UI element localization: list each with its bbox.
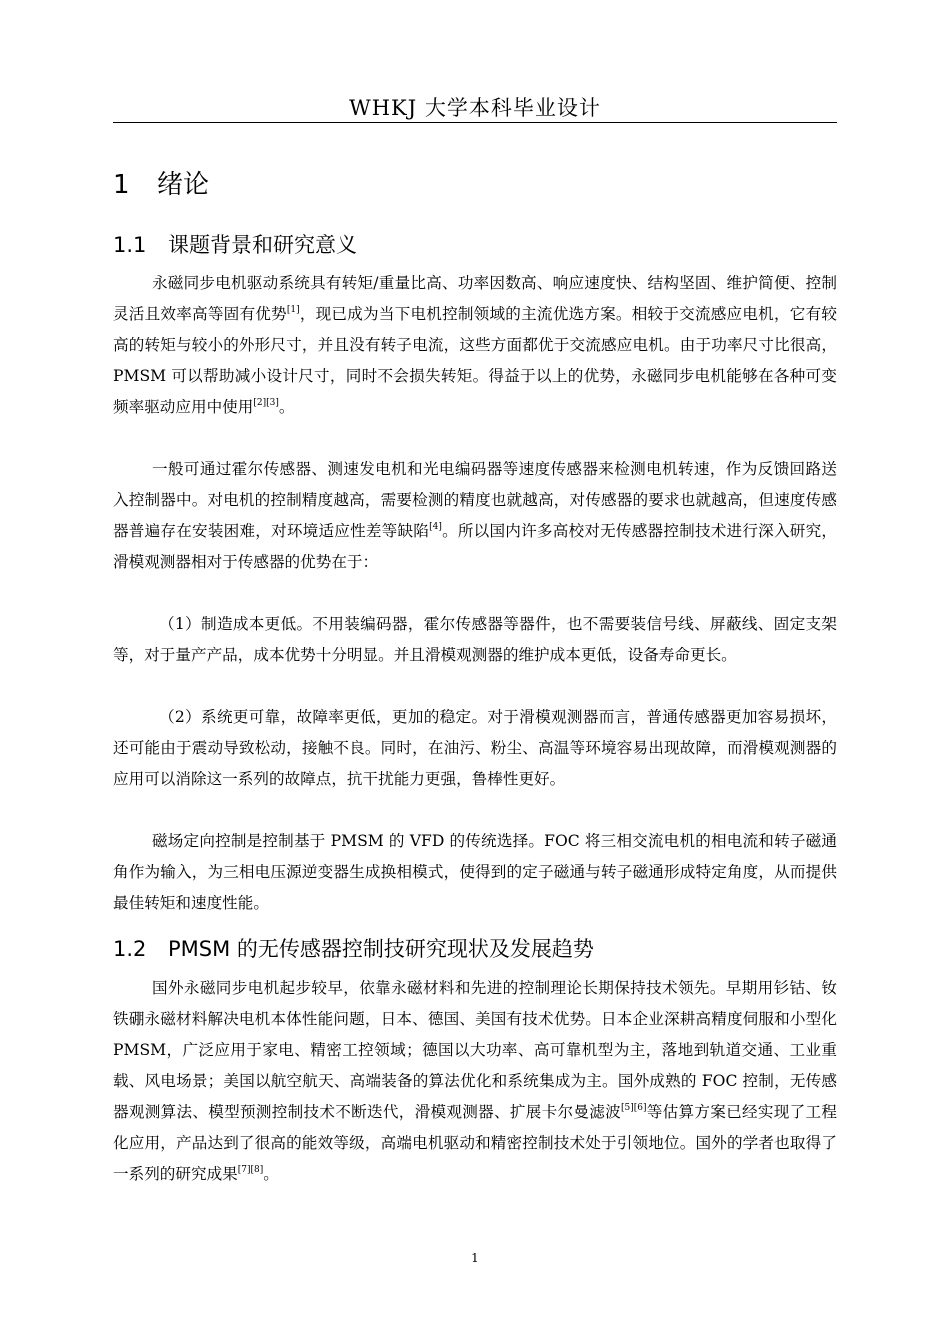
- section-title: 课题背景和研究意义: [168, 233, 357, 257]
- citation: [5][6]: [620, 1103, 647, 1113]
- section-title: PMSM 的无传感器控制技研究现状及发展趋势: [168, 937, 594, 961]
- citation: [1]: [286, 305, 300, 315]
- paragraph-text: ，现已成为当下电机控制领域的主流优选方案。相较于交流感应电机，它有较高的转矩与较小的外形尺寸，并且没有转子电流，这些方面都优于交流感应电机。由于功率尺寸比很高，PMSM 可以帮助减小设计尺寸，同时不会损失转矩。得益于以上的优势，永磁同步电机能够在各种可变频率驱动应用中使用: [113, 305, 837, 416]
- paragraph-list-item-2: （2）系统更可靠，故障率更低，更加的稳定。对于滑模观测器而言，普通传感器更加容易损坏，还可能由于震动导致松动，接触不良。同时，在油污、粉尘、高温等环境容易出现故障，而滑模观测器的应用可以消除这一系列的故障点，抗干扰能力更强，鲁棒性更好。: [113, 708, 837, 788]
- section-number: 1.2: [113, 937, 147, 961]
- paragraph-text: 永磁同步电机驱动系统具有转矩/重量比高、功率因数高、响应速度快、结构坚固、维护简便、控制灵活且效率高等固有优势: [113, 274, 837, 323]
- section-heading-1-2: [113, 933, 594, 963]
- chapter-number: 1: [113, 170, 130, 200]
- page-number: 1: [471, 1251, 479, 1265]
- paragraph-text: 一般可通过霍尔传感器、测速发电机和光电编码器等速度传感器来检测电机转速，作为反馈回路送入控制器中。对电机的控制精度越高，需要检测的精度也就越高，对传感器的要求也就越高，但速度传感器普遍存在安装困难，对环境适应性差等缺陷: [113, 460, 837, 540]
- chapter-title: 绪论: [157, 170, 210, 200]
- paragraph-text: 。: [278, 398, 295, 416]
- header-divider: [113, 122, 837, 123]
- citation: [4]: [429, 522, 442, 532]
- paragraph-text: 。: [263, 1165, 279, 1183]
- page-header: WHKJ 大学本科毕业设计: [349, 96, 601, 120]
- section-number: 1.1: [113, 233, 147, 257]
- citation: [7][8]: [237, 1165, 264, 1175]
- chapter-heading: [113, 164, 209, 201]
- paragraph-3: 磁场定向控制是控制基于 PMSM 的 VFD 的传统选择。FOC 将三相交流电机的相电流和转子磁通角作为输入，为三相电压源逆变器生成换相模式，使得到的定子磁通与转子磁通形成特定角度，从而提供最佳转矩和速度性能。: [113, 832, 837, 912]
- paragraph-4: [113, 973, 837, 1190]
- paragraph-2: [113, 454, 837, 578]
- paragraph-list-item-1: （1）制造成本更低。不用装编码器，霍尔传感器等器件，也不需要装信号线、屏蔽线、固定支架等，对于量产产品，成本优势十分明显。并且滑模观测器的维护成本更低，设备寿命更长。: [113, 615, 837, 664]
- paragraph-text: 等估算方案已经实现了工程化应用，产品达到了很高的能效等级，高端电机驱动和精密控制技术处于引领地位。国外的学者也取得了一系列的研究成果: [113, 1103, 837, 1183]
- paragraph-text: 国外永磁同步电机起步较早，依靠永磁材料和先进的控制理论长期保持技术领先。早期用钐钴、钕铁硼永磁材料解决电机本体性能问题，日本、德国、美国有技术优势。日本企业深耕高精度伺服和小型化 PMSM，广泛应用于家电、精密工控领域；德国以大功率、高可靠机型为主，落地到轨道交通、工业重载、风电场景；美国以航空航天、高端装备的算法优化和系统集成为主。国外成熟的 FOC 控制，无传感器观测算法、模型预测控制技术不断迭代，滑模观测器、扩展卡尔曼滤波: [113, 979, 837, 1121]
- citation: [2][3]: [253, 398, 279, 408]
- paragraph-1: [113, 268, 837, 423]
- section-heading-1-1: [113, 229, 357, 259]
- paragraph-text: 。所以国内许多高校对无传感器控制技术进行深入研究，滑模观测器相对于传感器的优势在于：: [113, 522, 837, 571]
